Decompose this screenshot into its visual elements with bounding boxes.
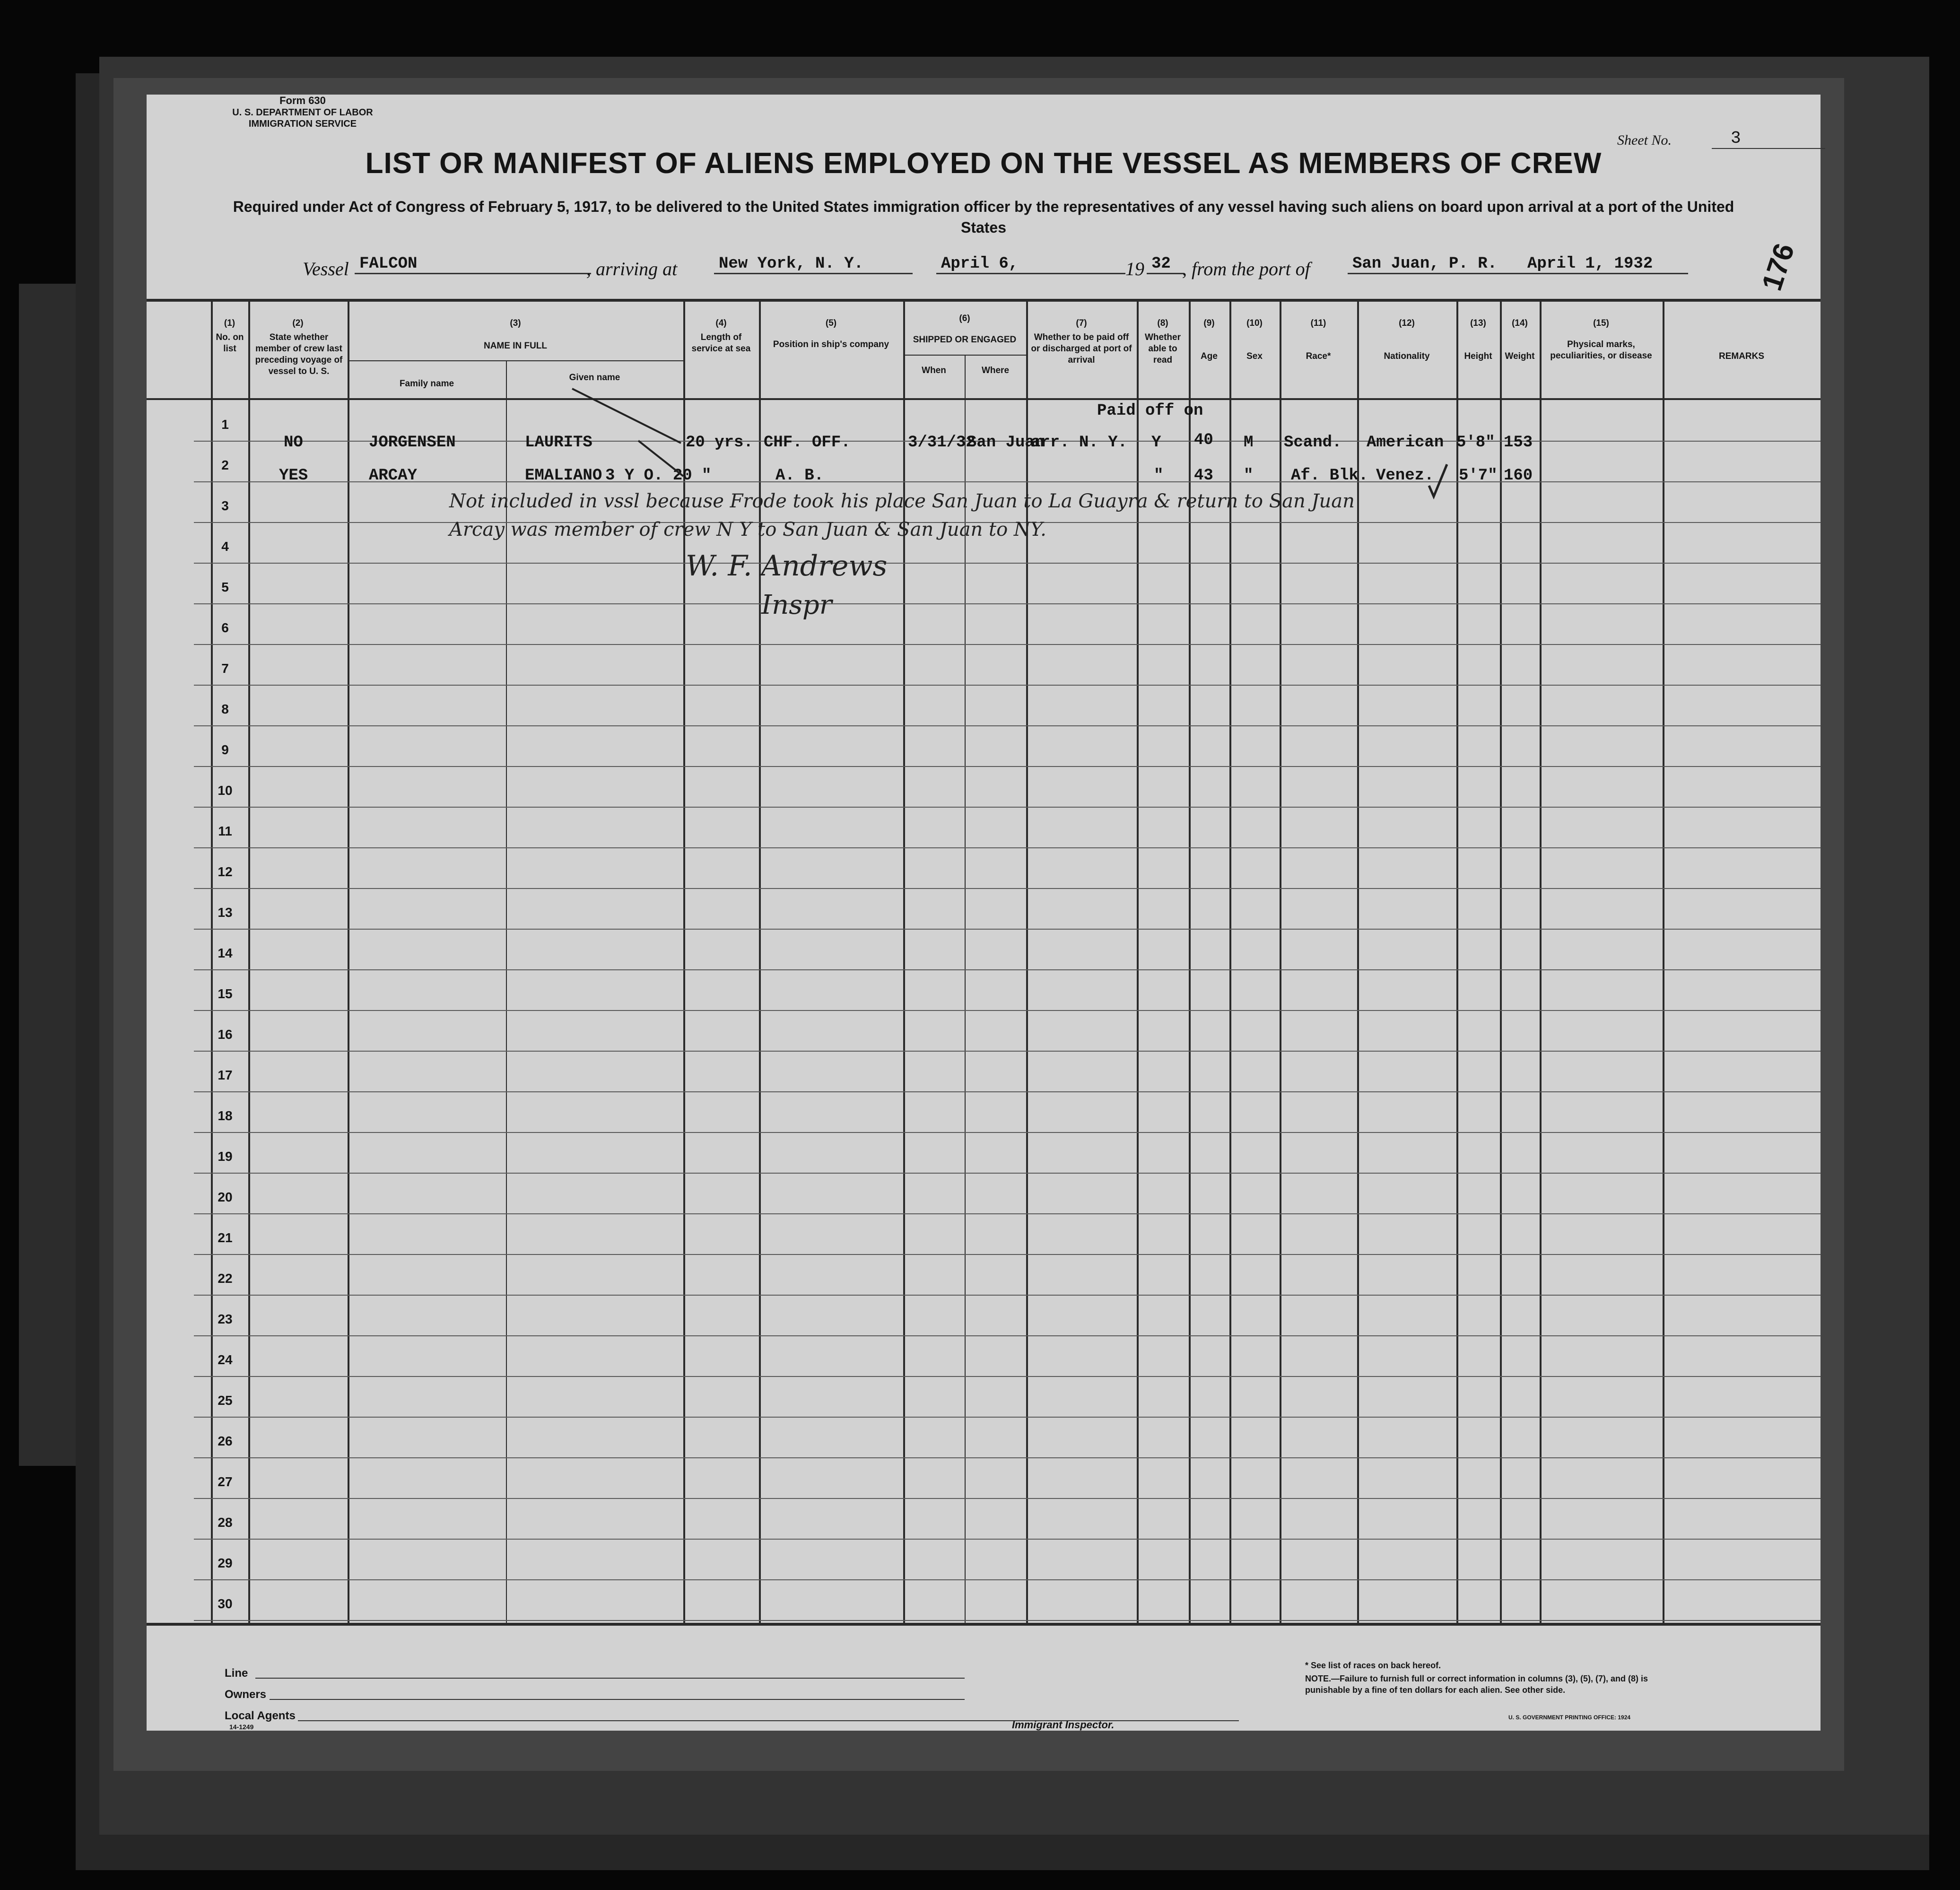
col-13-label: Height [1464,351,1492,361]
col-11-num: (11) [1310,318,1326,328]
row-number: 22 [218,1271,233,1286]
row-number: 6 [221,620,229,635]
form-code: 14-1249 [229,1723,254,1731]
entry-1-family-name: JORGENSEN [369,434,456,452]
row-number: 25 [218,1393,233,1408]
line-field-rule [255,1678,965,1679]
department-label: U. S. DEPARTMENT OF LABOR [232,107,373,118]
entry-2-position: A. B. [775,467,824,485]
arrow-line-1 [572,389,681,443]
arrival-port: New York, N. Y. [714,255,913,274]
entry-2-service: 3 Y O. 20 " [605,467,712,485]
entry-2-height: 5'7" [1459,467,1498,485]
form-footer [147,1622,1821,1731]
entry-2-prev-voyage: YES [279,467,308,485]
arrival-year: 32 [1147,255,1185,274]
row-number: 24 [218,1352,233,1367]
row-number: 17 [218,1068,233,1082]
col-3-num: (3) [510,318,521,328]
inspector-title: Inspr [761,590,832,620]
col-15-num: (15) [1593,318,1609,328]
row-number: 9 [221,742,229,757]
col-12-label: Nationality [1384,351,1430,361]
sheet-number-label: Sheet No. [1617,132,1672,148]
row-number: 14 [218,946,233,960]
entry-1-height: 5'8" [1456,434,1495,452]
remarks-label: REMARKS [1718,351,1765,361]
entry-1-sex: M [1244,434,1254,452]
arrow-line-2 [638,441,683,476]
entry-1-age: 40 [1194,431,1213,449]
agents-field-rule [298,1720,965,1721]
col-8-num: (8) [1157,318,1168,328]
col-3-sub-given: Given name [569,373,620,383]
form-number: Form 630 [279,95,326,106]
entry-1-nationality: American [1367,434,1444,452]
printer-imprint: U. S. GOVERNMENT PRINTING OFFICE: 1924 [1508,1714,1631,1721]
owners-label: Owners [225,1688,267,1701]
check-mark-icon [1429,464,1447,496]
entry-1-service: 20 yrs. [686,434,753,452]
row-number: 11 [218,824,232,838]
departure-date: April 1, 1932 [1523,255,1688,274]
row-number: 28 [218,1515,233,1530]
row-number: 10 [218,783,233,798]
entry-2-age: 43 [1194,467,1213,485]
entry-2-given-name: EMALIANO [525,467,602,485]
col-6-num: (6) [959,314,970,323]
col-11-label: Race* [1306,351,1331,361]
entry-2-sex: " [1244,467,1254,485]
entry-2-weight: 160 [1504,467,1533,485]
row-number: 5 [221,580,229,594]
paid-off-note: Paid off on [1097,402,1203,420]
arrival-date: April 6, [936,255,1125,274]
col-14-label: Weight [1505,351,1535,361]
local-agents-label: Local Agents [225,1709,296,1722]
col-3-label: NAME IN FULL [483,341,548,351]
vessel-name: FALCON [355,255,591,274]
sheet-number: 3 [1712,129,1825,149]
col-6-sub-when: When [922,366,946,375]
entry-2-race: Af. Blk. [1291,467,1368,485]
row-number: 19 [218,1149,233,1164]
row-number: 3 [221,498,229,513]
col-6-label: SHIPPED OR ENGAGED [913,335,1017,345]
handwritten-marks [147,299,1821,1623]
entry-1-paid-off: arr. N. Y. [1031,434,1128,452]
entry-2-family-name: ARCAY [369,467,418,485]
entry-1-race: Scand. [1284,434,1342,452]
vessel-line [303,255,1778,286]
penalty-note: NOTE.—Failure to furnish full or correct information in columns (3), (5), (7), and (8) is punishable by a fine of ten dollars for each alien. See other side. [1305,1674,1648,1695]
col-1-label: No. on list [216,332,244,354]
row-number: 27 [218,1474,233,1489]
row-number: 15 [218,986,233,1001]
col-8-label: Whether able to read [1145,332,1181,365]
col-3-sub-family: Family name [399,379,454,389]
col-7-num: (7) [1076,318,1087,328]
year-prefix: 19 [1125,258,1144,279]
inspector-signature: W. F. Andrews [686,549,888,583]
row-number: 7 [221,661,229,676]
col-2-label: State whether member of crew last preceding voyage of vessel to U. S. [255,332,343,376]
entry-1-prev-voyage: NO [284,434,303,452]
entry-1-when: 3/31/32 [908,434,976,452]
page-subtitle: Required under Act of Congress of February 5, 1917, to be delivered to the United States immigration officer by the representatives of any vessel having such aliens on board upon arrival at a port of the United States [233,198,1734,236]
col-15-label: Physical marks, peculiarities, or disease [1550,340,1652,361]
col-5-label: Position in ship's company [773,340,889,349]
handwritten-note-line-2: Arcay was member of crew N Y to San Juan & San Juan to NY. [449,519,1046,540]
row-number: 8 [221,702,229,716]
row-number: 21 [218,1230,233,1245]
col-4-label: Length of service at sea [691,332,751,354]
row-number: 2 [221,458,229,472]
row-number: 13 [218,905,233,920]
entry-1-read: Y [1151,434,1161,452]
immigrant-inspector-label: Immigrant Inspector. [1012,1719,1115,1731]
handwritten-note-line-1: Not included in vssl because Frode took his place San Juan to La Guayra & return to San Juan [449,490,1355,512]
row-number: 16 [218,1027,233,1042]
col-6-sub-where: Where [981,366,1010,375]
entry-1-weight: 153 [1504,434,1533,452]
row-number: 12 [218,864,233,879]
line-label: Line [225,1667,248,1680]
row-number: 23 [218,1312,233,1326]
page-title: LIST OR MANIFEST OF ALIENS EMPLOYED ON THE VESSEL AS MEMBERS OF CREW [365,147,1602,180]
from-port-label: , from the port of [1182,258,1310,279]
col-10-num: (10) [1246,318,1263,328]
entry-2-nationality: Venez. [1376,467,1434,485]
manifest-sheet [147,95,1821,1731]
col-14-num: (14) [1512,318,1528,328]
vessel-label: Vessel [303,258,349,279]
col-9-num: (9) [1203,318,1215,328]
row-number: 26 [218,1434,233,1448]
col-5-num: (5) [825,318,837,328]
row-number: 29 [218,1556,233,1570]
entry-1-where: San Juan [967,434,1045,452]
binder-edge [19,284,76,1466]
row-number: 1 [221,417,229,432]
arriving-label: , arriving at [586,258,678,279]
col-9-label: Age [1201,351,1218,361]
col-10-label: Sex [1246,351,1263,361]
row-number: 18 [218,1108,233,1123]
owners-field-rule [270,1699,965,1700]
col-7-label: Whether to be paid off or discharged at port of arrival [1031,332,1132,365]
departure-port: San Juan, P. R. [1348,255,1532,274]
crew-manifest-table [147,299,1821,1623]
service-label: IMMIGRATION SERVICE [248,119,357,129]
row-number: 4 [221,539,229,554]
col-1-num: (1) [224,318,235,328]
row-number: 30 [218,1596,233,1611]
col-12-num: (12) [1399,318,1415,328]
col-13-num: (13) [1470,318,1486,328]
stamped-page-number: 176 [1755,239,1801,295]
entry-1-given-name: LAURITS [525,434,592,452]
entry-1-position: CHF. OFF. [764,434,851,452]
col-4-num: (4) [715,318,727,328]
entry-2-read: " [1154,467,1164,485]
row-number: 20 [218,1190,233,1204]
col-2-num: (2) [292,318,304,328]
races-footnote: * See list of races on back hereof. [1305,1661,1441,1670]
